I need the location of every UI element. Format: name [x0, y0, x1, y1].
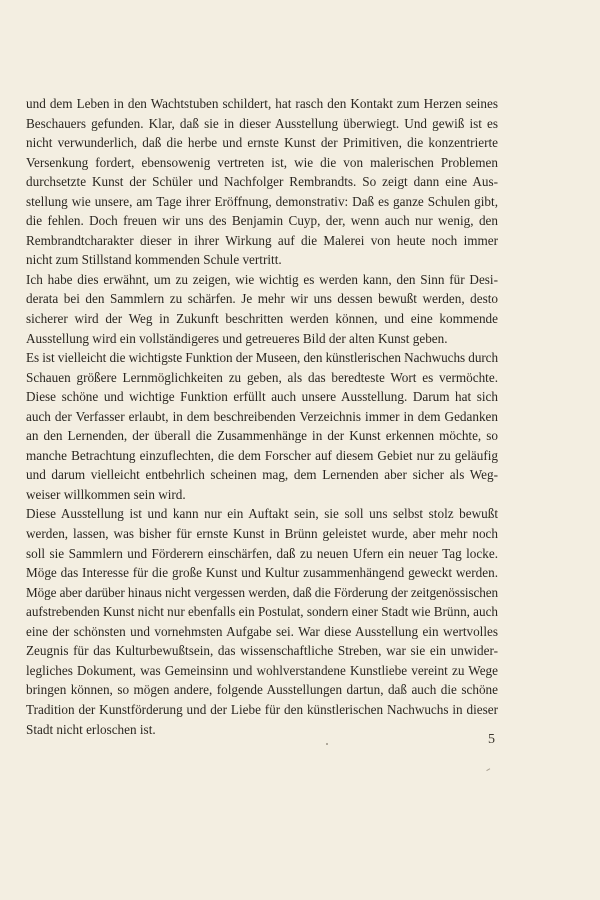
print-speck — [326, 743, 328, 745]
text-line: Tradition der Kunstförderung und der Liebe für den künstlerischen Nachwuchs in dieser — [26, 701, 498, 717]
text-line: Zeugnis für das Kulturbewußtsein, das wissenschaftliche Streben, war sie ein unwider- — [26, 643, 498, 659]
text-line: bringen können, so mögen andere, folgende Ausstellungen dartun, daß auch die schöne — [26, 682, 498, 698]
text-line: durchsetzte Kunst der Schüler und Nachfolger Rembrandts. So zeigt dann eine Aus- — [26, 174, 498, 190]
text-line: Rembrandtcharakter dieser in ihrer Wirkung auf die Malerei von heute noch immer — [26, 232, 498, 248]
text-line: eine der schönsten und vornehmsten Aufgabe sei. War diese Ausstellung ein wertvolles — [26, 623, 498, 639]
text-line: nicht verwunderlich, daß die herbe und ernste Kunst der Primitiven, die konzentrierte — [26, 135, 498, 151]
page-number: 5 — [488, 732, 495, 747]
text-line: stellung wie unsere, am Tage ihrer Eröffnung, demonstrativ: Daß es ganze Schulen gibt, — [26, 193, 498, 209]
text-line: Ich habe dies erwähnt, um zu zeigen, wie wichtig es werden kann, den Sinn für Desi- — [26, 271, 498, 287]
text-line: aufstrebenden Kunst nicht nur ebenfalls ein Postulat, sondern einer Stadt wie Brünn, auch — [26, 604, 498, 620]
text-line: Diese schöne und wichtige Funktion erfüllt auch unsere Ausstellung. Darum hat sich — [26, 389, 498, 405]
text-line: und dem Leben in den Wachtstuben schildert, hat rasch den Kontakt zum Herzen seines — [26, 96, 498, 111]
text-line: Beschauers gefunden. Klar, daß sie in dieser Ausstellung überwiegt. Und gewiß ist es — [26, 115, 498, 131]
text-line: sicherer wird der Weg in Zukunft beschritten werden können, und eine kommende — [26, 311, 498, 327]
text-line: Es ist vielleicht die wichtigste Funktion der Museen, den künstlerischen Nachwuchs durch — [26, 350, 498, 366]
text-line: auch der Verfasser erlaubt, in dem beschreibenden Verzeichnis immer in dem Gedanken — [26, 408, 498, 424]
text-line: werden, lassen, was bisher für ernste Kunst in Brünn geleistet wurde, aber mehr noch — [26, 526, 498, 542]
text-line: Stadt nicht erloschen ist. — [26, 721, 156, 737]
text-line: nicht zum Stillstand kommenden Schule vertritt. — [26, 252, 282, 268]
text-line: Möge das Interesse für die große Kunst und Kultur zusammenhängend geweckt werden. — [26, 565, 498, 581]
text-line: weiser willkommen sein wird. — [26, 486, 186, 502]
text-line: derata bei den Sammlern zu schärfen. Je mehr wir uns dessen bewußt werden, desto — [26, 291, 498, 307]
text-line: Schauen größere Lernmöglichkeiten zu geben, als das beredteste Wort es vermöchte. — [26, 369, 498, 385]
text-line: Diese Ausstellung ist und kann nur ein Auftakt sein, sie soll uns selbst stolz bewußt — [26, 506, 498, 522]
text-line: an den Lernenden, der überall die Zusammenhänge in der Kunst erkennen möchte, so — [26, 428, 498, 444]
text-line: legliches Dokument, was Gemeinsinn und wohlverstandene Kunstliebe vereint zu Wege — [26, 662, 498, 678]
print-mark — [486, 768, 491, 773]
text-line: und darum vielleicht entbehrlich scheinen mag, dem Lernenden aber sicher als Weg- — [26, 467, 498, 483]
text-line: Versenkung fordert, ebensowenig vertreten ist, wie die von malerischen Problemen — [26, 154, 498, 170]
body-text — [26, 94, 498, 739]
text-line: Möge aber darüber hinaus nicht vergessen werden, daß die Förderung der zeitgenössischen — [26, 584, 498, 600]
text-line: soll sie Sammlern und Förderern einschärfen, daß zu neuen Ufern ein neuer Tag locke. — [26, 545, 498, 561]
text-line: Ausstellung wird ein vollständigeres und getreueres Bild der alten Kunst geben. — [26, 330, 448, 346]
text-line: die fehlen. Doch freuen wir uns des Benjamin Cuyp, der, wenn auch nur wenig, den — [26, 213, 498, 229]
text-line: manche Betrachtung einzuflechten, die dem Forscher auf diesem Gebiet nur zu geläufig — [26, 447, 498, 463]
